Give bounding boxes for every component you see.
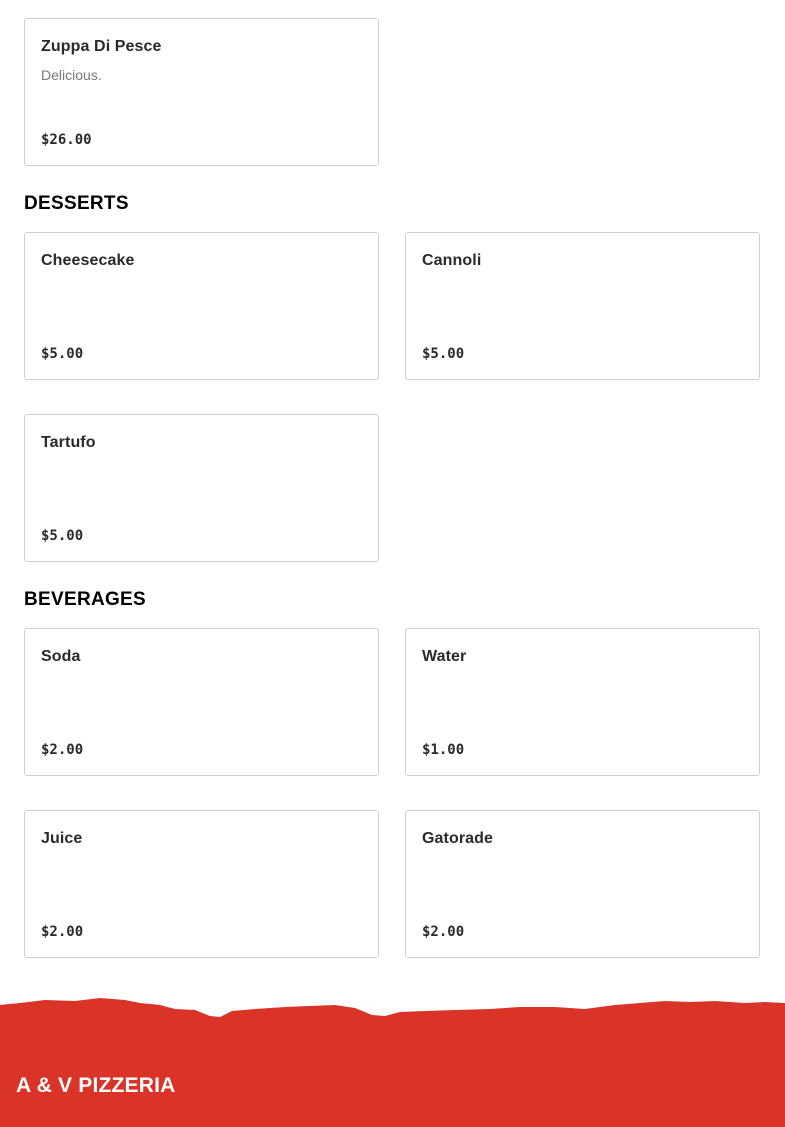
menu-item-description: Delicious.: [41, 67, 102, 83]
menu-item-price: $1.00: [422, 742, 465, 758]
menu-item-name: Soda: [41, 648, 81, 665]
menu-item-card[interactable]: [24, 18, 379, 166]
section-heading-desserts: DESSERTS: [24, 193, 129, 214]
menu-item-name: Cheesecake: [41, 252, 135, 269]
footer-brand-name: A & V PIZZERIA: [16, 1074, 176, 1097]
menu-item-name: Tartufo: [41, 434, 96, 451]
menu-item-name: Zuppa Di Pesce: [41, 38, 162, 55]
menu-item-price: $5.00: [41, 346, 84, 362]
menu-item-name: Gatorade: [422, 830, 494, 847]
menu-item-card[interactable]: [405, 232, 760, 380]
menu-item-price: $26.00: [41, 132, 92, 148]
menu-item-price: $5.00: [422, 346, 465, 362]
menu-item-price: $2.00: [41, 742, 84, 758]
menu-item-price: $2.00: [422, 924, 465, 940]
section-heading-beverages: BEVERAGES: [24, 589, 147, 610]
menu-item-card[interactable]: [24, 414, 379, 562]
menu-item-card[interactable]: [24, 628, 379, 776]
menu-item-name: Juice: [41, 830, 83, 847]
torn-paper-edge: [0, 995, 785, 1127]
menu-item-card[interactable]: [24, 232, 379, 380]
menu-item-name: Water: [422, 648, 467, 665]
site-footer: [0, 995, 785, 1127]
menu-item-card[interactable]: [24, 810, 379, 958]
menu-item-name: Cannoli: [422, 252, 482, 269]
menu-item-price: $2.00: [41, 924, 84, 940]
menu-item-price: $5.00: [41, 528, 84, 544]
menu-item-card[interactable]: [405, 628, 760, 776]
menu-item-card[interactable]: [405, 810, 760, 958]
